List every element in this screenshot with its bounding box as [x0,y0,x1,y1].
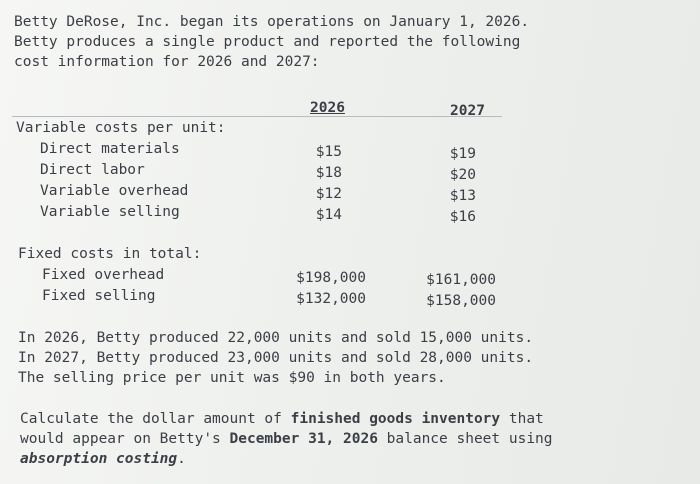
value-direct-labor-2027: $20 [449,167,476,183]
intro-line-3: cost information for 2026 and 2027: [14,54,320,70]
column-header-2026: 2026 [310,100,345,116]
table-header-rule [12,116,502,117]
production-paragraph [18,328,533,388]
row-label-variable-overhead: Variable overhead [40,183,189,199]
intro-line-2: Betty produces a single product and reported the following [14,34,521,50]
value-fixed-overhead-2027: $161,000 [426,272,496,288]
value-variable-overhead-2027: $13 [449,188,476,204]
question-text: that [500,411,544,427]
question-text: Calculate the dollar amount of [20,411,291,427]
intro-paragraph [14,12,529,72]
row-label-fixed-overhead: Fixed overhead [42,267,165,283]
fixed-costs-label: Fixed costs in total: [18,246,202,262]
value-variable-selling-2026: $14 [315,207,342,223]
question-paragraph [20,409,553,469]
value-fixed-overhead-2026: $198,000 [296,270,366,286]
question-text: would appear on Betty's [20,431,230,447]
question-emphasis-absorption-costing: absorption costing [20,451,178,467]
row-label-direct-labor: Direct labor [40,162,145,178]
value-fixed-selling-2026: $132,000 [296,291,366,307]
variable-costs-label: Variable costs per unit: [16,120,226,136]
question-text: . [177,451,186,467]
value-variable-selling-2027: $16 [449,209,476,225]
production-line-1: In 2026, Betty produced 22,000 units and sold 15,000 units. [18,330,534,346]
question-emphasis-date: December 31, 2026 [229,431,378,447]
value-fixed-selling-2027: $158,000 [426,293,496,309]
value-direct-materials-2027: $19 [449,146,476,162]
row-label-fixed-selling: Fixed selling [42,288,156,304]
production-line-3: The selling price per unit was $90 in both years. [18,370,446,386]
row-label-direct-materials: Direct materials [40,141,180,157]
production-line-2: In 2027, Betty produced 23,000 units and sold 28,000 units. [18,350,534,366]
question-emphasis-finished-goods: finished goods inventory [290,411,501,427]
value-direct-labor-2026: $18 [315,165,342,181]
row-label-variable-selling: Variable selling [40,204,180,220]
value-direct-materials-2026: $15 [315,144,342,160]
value-variable-overhead-2026: $12 [315,186,342,202]
intro-line-1: Betty DeRose, Inc. began its operations on January 1, 2026. [14,14,530,30]
column-header-2027: 2027 [450,103,485,119]
question-text: balance sheet using [377,431,553,447]
